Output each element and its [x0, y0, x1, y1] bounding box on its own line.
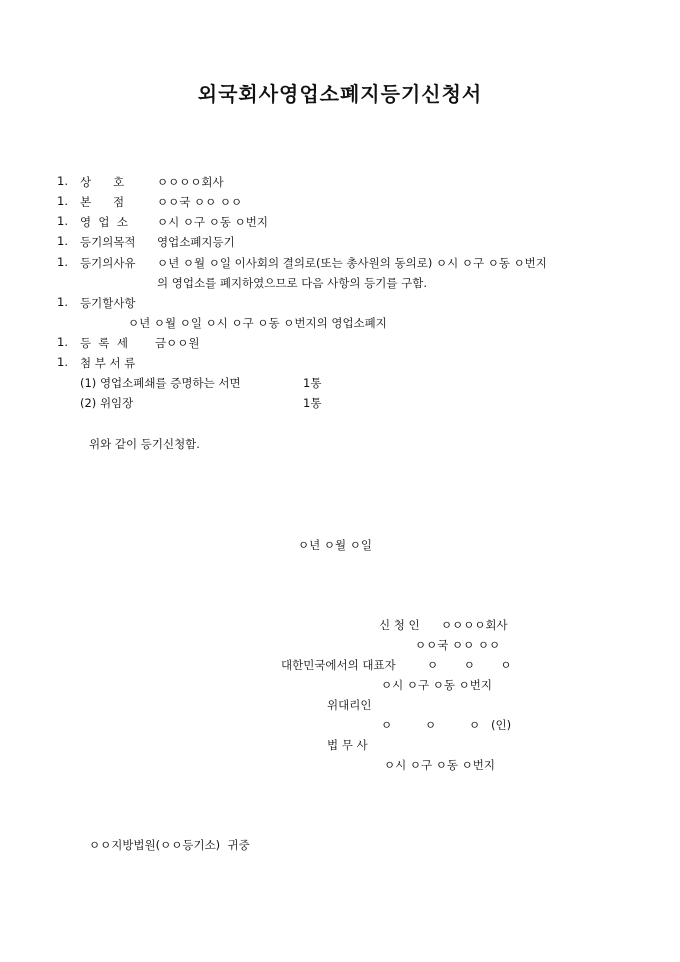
item-value-reason-continued: 의 영업소를 폐지하였으므로 다음 사항의 등기를 구함. [157, 276, 427, 290]
item-label-reason: 등기의사유 [80, 256, 136, 270]
item-label-matters: 등기할사항 [80, 296, 136, 310]
item-number: 1. [57, 355, 68, 369]
item-number: 1. [57, 234, 68, 248]
item-label-registration-tax: 등 록 세 [80, 336, 128, 350]
item-number: 1. [57, 174, 68, 188]
request-statement: 위와 같이 등기신청함. [89, 437, 200, 451]
item-number: 1. [57, 194, 68, 208]
legal-scrivener-address: ㅇ시 ㅇ구 ㅇ동 ㅇ번지 [384, 758, 495, 772]
agent-seal: (인) [491, 718, 512, 732]
attachment-name: (2) 위임장 [80, 396, 134, 410]
item-value-head-office: ㅇㅇ국 ㅇㅇ ㅇㅇ [157, 195, 243, 209]
agent-name: ㅇ ㅇ ㅇ [381, 718, 481, 732]
attachment-count: 1통 [303, 376, 322, 390]
addressee: ㅇㅇ지방법원(ㅇㅇ등기소) 귀중 [89, 838, 250, 852]
item-label-purpose: 등기의목적 [80, 235, 136, 249]
item-value-registration-tax: 금ㅇㅇ원 [155, 336, 200, 350]
applicant-location: ㅇㅇ국 ㅇㅇ ㅇㅇ [415, 638, 501, 652]
item-number: 1. [57, 214, 68, 228]
applicant-company: ㅇㅇㅇㅇ회사 [441, 618, 508, 632]
agent-label: 위대리인 [327, 698, 372, 712]
representative-label: 대한민국에서의 대표자 [281, 658, 396, 672]
item-number: 1. [57, 335, 68, 349]
representative-name: ㅇ ㅇ ㅇ [427, 658, 512, 672]
item-value-reason: ㅇ년 ㅇ월 ㅇ일 이사회의 결의로(또는 총사원의 동의로) ㅇ시 ㅇ구 ㅇ동 ㅇ번지 [157, 256, 547, 270]
item-label-trade-name: 상 호 [80, 175, 125, 189]
document-title: 외국회사영업소폐지등기신청서 [197, 82, 483, 106]
item-label-attachments: 첨 부 서 류 [80, 356, 136, 370]
attachment-count: 1통 [303, 396, 322, 410]
attachment-name: (1) 영업소폐쇄를 증명하는 서면 [80, 376, 241, 390]
item-number: 1. [57, 255, 68, 269]
legal-scrivener-label: 법 무 사 [327, 738, 368, 752]
item-value-branch-office: ㅇ시 ㅇ구 ㅇ동 ㅇ번지 [157, 215, 268, 229]
representative-address: ㅇ시 ㅇ구 ㅇ동 ㅇ번지 [381, 678, 492, 692]
item-label-branch-office: 영 업 소 [80, 215, 128, 229]
item-value-matters: ㅇ년 ㅇ월 ㅇ일 ㅇ시 ㅇ구 ㅇ동 ㅇ번지의 영업소폐지 [128, 316, 387, 330]
filing-date: ㅇ년 ㅇ월 ㅇ일 [298, 538, 372, 552]
item-value-trade-name: ㅇㅇㅇㅇ회사 [157, 175, 224, 189]
applicant-label: 신 청 인 [379, 618, 420, 632]
item-label-head-office: 본 점 [80, 195, 125, 209]
item-value-purpose: 영업소폐지등기 [157, 235, 235, 249]
item-number: 1. [57, 295, 68, 309]
